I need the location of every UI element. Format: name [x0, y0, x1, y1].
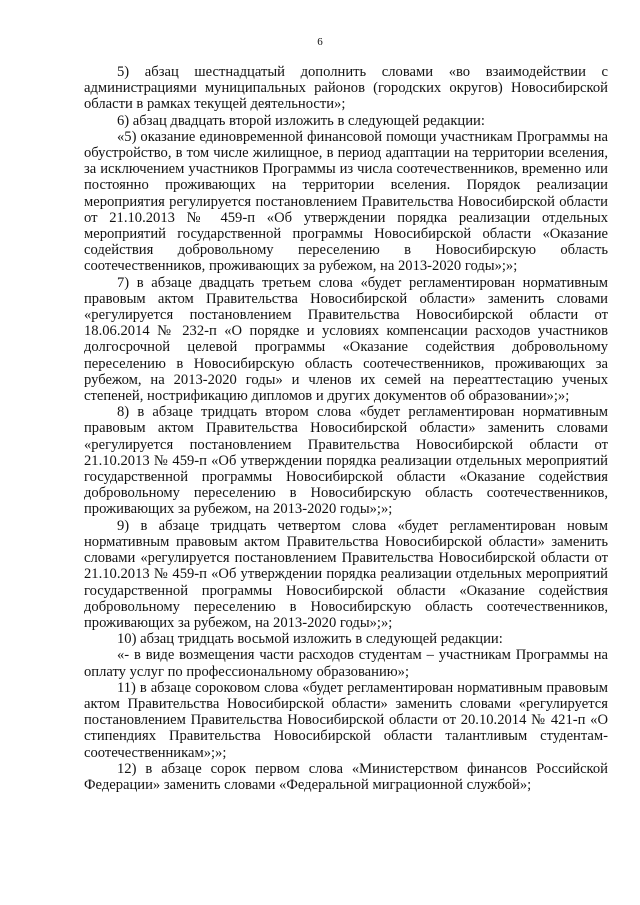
paragraph-item-8: 8) в абзаце тридцать втором слова «будет регламентирован нормативным правовым актом Правительства Новосибирской области» заменить словами «регулируется постановлением Правительства Новосибирской области от 21.10.2013 № 459-п «Об утверждении порядка реализации отдельных мероприятий государственной программы Новосибирской области «Оказание содействия добровольному переселению в Новосибирскую область соотечественников, проживающих за рубежом, на 2013-2020 годы»;»;	[84, 404, 608, 518]
paragraph-item-12: 12) в абзаце сорок первом слова «Министерством финансов Российской Федерации» заменить словами «Федеральной миграционной службой»;	[84, 760, 608, 793]
paragraph-new-wording-5: «5) оказание единовременной финансовой помощи участникам Программы на обустройство, в том числе жилищное, в период адаптации на территории вселения, за исключением участников Программы из числа соотечественников, временно или постоянно проживающих на территории вселения. Порядок реализации мероприятия регулируется постановлением Правительства Новосибирской области от 21.10.2013 № 459-п «Об утверждении порядка реализации отдельных мероприятий государственной программы Новосибирской области «Оказание содействия добровольному переселению в Новосибирскую область соотечественников, проживающих за рубежом, на 2013-2020 годы»;»;	[84, 128, 608, 275]
paragraph-item-6: 6) абзац двадцать второй изложить в следующей редакции:	[117, 112, 485, 129]
paragraph-new-wording-student: «- в виде возмещения части расходов студентам – участникам Программы на оплату услуг по профессиональному образованию»;	[84, 647, 608, 680]
page-number: 6	[317, 36, 323, 48]
document-body	[84, 64, 608, 793]
paragraph-item-7: 7) в абзаце двадцать третьем слова «будет регламентирован нормативным правовым актом Правительства Новосибирской области» заменить словами «регулируется постановлением Правительства Новосибирской области от 18.06.2014 № 232-п «О порядке и условиях компенсации расходов участников долгосрочной целевой программы «Оказание содействия добровольному переселению в Новосибирскую область соотечественников, проживающих за рубежом, на 2013-2020 годы» и членов их семей на переаттестацию ученых степеней, нострификацию дипломов и других документов об образовании»;»;	[84, 274, 608, 405]
paragraph-item-9: 9) в абзаце тридцать четвертом слова «будет регламентирован новым нормативным правовым актом Правительства Новосибирской области» заменить словами «регулируется постановлением Правительства Новосибирской области от 21.10.2013 № 459-п «Об утверждении порядка реализации отдельных мероприятий государственной программы Новосибирской области «Оказание содействия добровольному переселению в Новосибирскую область соотечественников, проживающих за рубежом, на 2013-2020 годы»;»;	[84, 517, 608, 631]
paragraph-item-11: 11) в абзаце сороковом слова «будет регламентирован нормативным правовым актом Правительства Новосибирской области» заменить словами «регулируется постановлением Правительства Новосибирской области от 20.10.2014 № 421-п «О стипендиях Правительства Новосибирской области талантливым студентам-соотечественникам»;»;	[84, 679, 608, 761]
paragraph-item-5: 5) абзац шестнадцатый дополнить словами «во взаимодействии с администрациями муниципальных районов (городских округов) Новосибирской области в рамках текущей деятельности»;	[84, 64, 608, 113]
paragraph-item-10: 10) абзац тридцать восьмой изложить в следующей редакции:	[117, 631, 503, 648]
